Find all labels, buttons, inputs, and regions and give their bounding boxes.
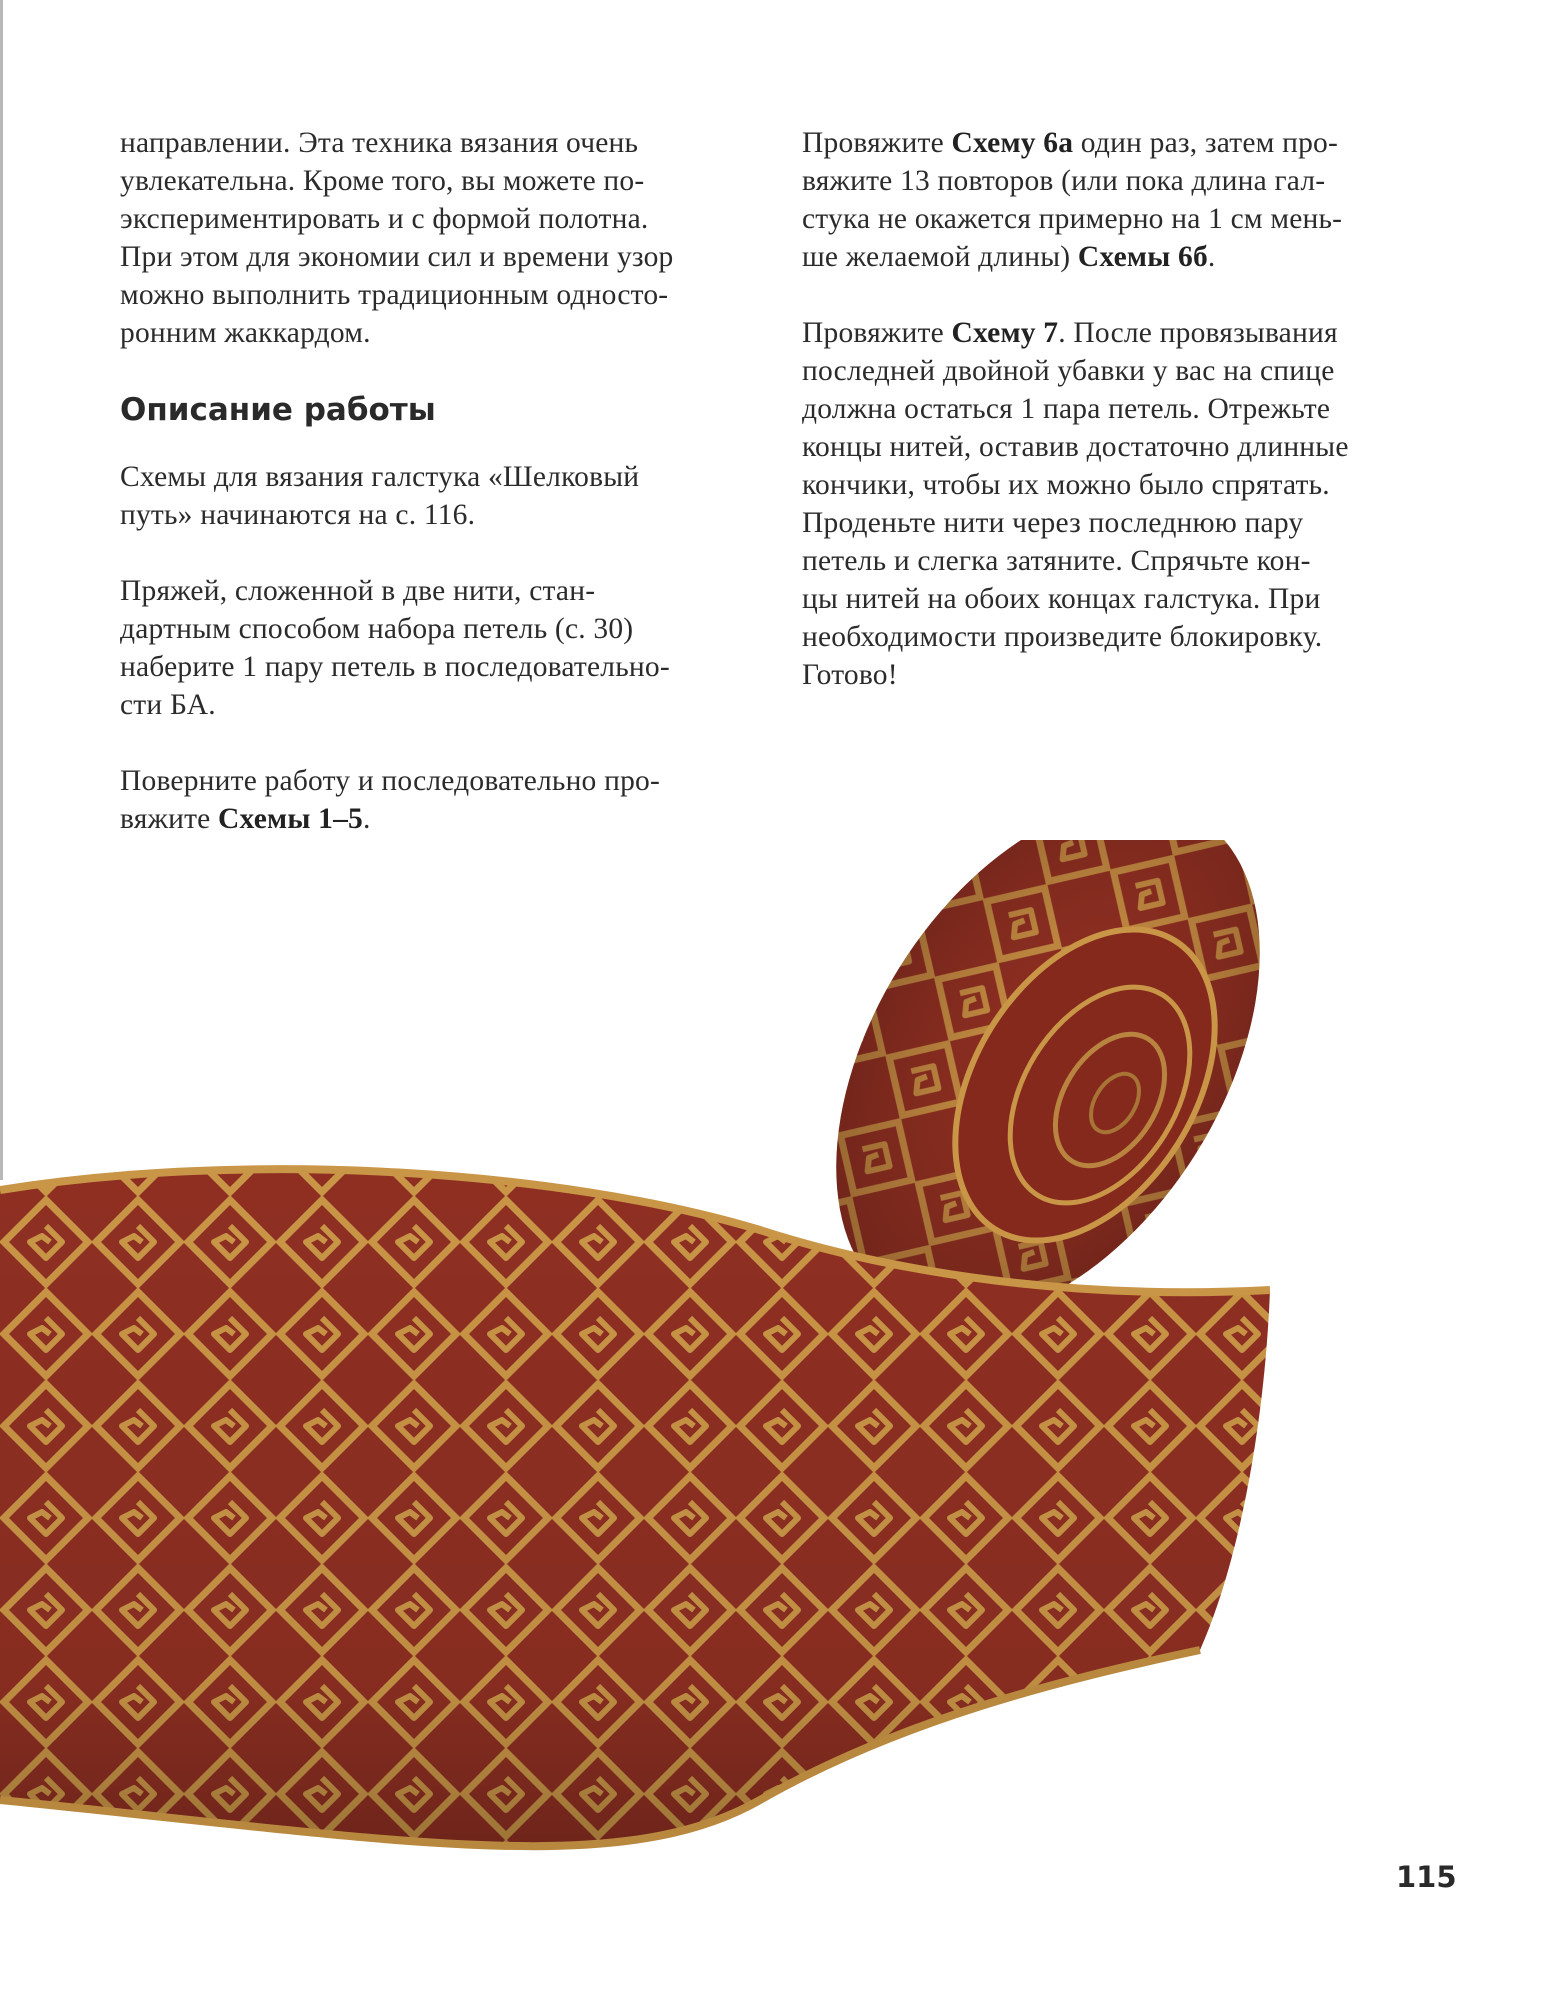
finishing-line: необходимости произведите блокировку. (802, 621, 1323, 653)
scheme-reference: Схемы 6б (1077, 241, 1208, 273)
text-run: Провяжите (802, 127, 952, 159)
turn-work-line: Поверните работу и последовательно про- (120, 765, 660, 797)
finishing-line: Готово! (802, 659, 898, 691)
finishing-line: должна остаться 1 пара петель. Отрежьте (802, 393, 1331, 425)
right-column (802, 124, 1442, 732)
schemes-line: Схемы для вязания галстука «Шелковый (120, 461, 640, 493)
intro-line: можно выполнить традиционным односто- (120, 279, 669, 311)
finishing-line: кончики, чтобы их можно было спрятать. (802, 469, 1330, 501)
schemes-line: путь» начинаются на с. 116. (120, 499, 476, 531)
cast-on-line: сти БА. (120, 689, 216, 721)
text-run: Провяжите (802, 317, 952, 349)
intro-line: увлекательна. Кроме того, вы можете по- (120, 165, 645, 197)
repeat-line (802, 238, 1442, 276)
repeat-paragraph (802, 124, 1442, 276)
page-number: 115 (1396, 1860, 1457, 1894)
turn-work-paragraph (120, 762, 760, 838)
text-run: один раз, затем про- (1073, 127, 1338, 159)
repeat-line: стука не окажется примерно на 1 см мень- (802, 203, 1343, 235)
cast-on-line: Пряжей, сложенной в две нити, стан- (120, 575, 596, 607)
finishing-line: последней двойной убавки у вас на спице (802, 355, 1335, 387)
finishing-line: Проденьте нити через последнюю пару (802, 507, 1304, 539)
scheme-reference: Схему 7 (951, 317, 1059, 349)
repeat-line: вяжите 13 повторов (или пока длина гал- (802, 165, 1326, 197)
finishing-line: петель и слегка затяните. Спрячьте кон- (802, 545, 1311, 577)
text-run: . (363, 803, 371, 835)
left-column (120, 124, 760, 876)
repeat-line (802, 124, 1442, 162)
finishing-line: цы нитей на обоих концах галстука. При (802, 583, 1321, 615)
text-run: . После провязывания (1058, 317, 1338, 349)
cast-on-line: дартным способом набора петель (с. 30) (120, 613, 634, 645)
finishing-line (802, 314, 1442, 352)
text-run: вяжите (120, 803, 219, 835)
cast-on-line: наберите 1 пару петель в последовательно- (120, 651, 670, 683)
finishing-paragraph (802, 314, 1442, 694)
intro-line: При этом для экономии сил и времени узор (120, 241, 674, 273)
intro-paragraph (120, 124, 760, 352)
cast-on-paragraph (120, 572, 760, 724)
turn-work-line (120, 800, 760, 838)
finishing-line: концы нитей, оставив достаточно длинные (802, 431, 1349, 463)
section-heading: Описание работы (120, 392, 436, 428)
scheme-reference: Схему 6а (951, 127, 1074, 159)
schemes-paragraph (120, 458, 760, 534)
text-run: . (1207, 241, 1216, 273)
scheme-reference: Схемы 1–5 (218, 803, 364, 835)
intro-line: ронним жаккардом. (120, 317, 371, 349)
knitted-tie-photo (0, 840, 1550, 1900)
intro-line: направлении. Эта техника вязания очень (120, 127, 639, 159)
intro-line: экспериментировать и с формой полотна. (120, 203, 649, 235)
text-run: ше желаемой длины) (802, 241, 1078, 273)
